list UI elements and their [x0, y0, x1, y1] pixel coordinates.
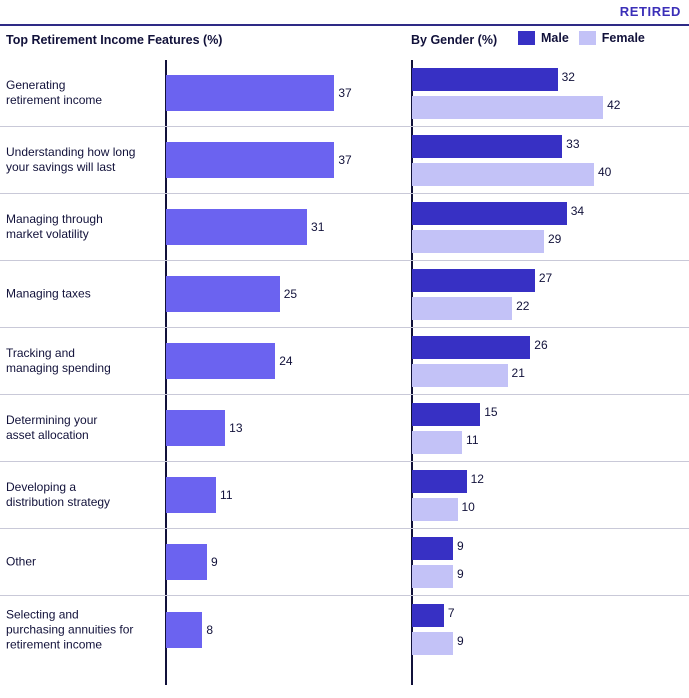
chart-row	[0, 395, 689, 462]
legend-swatch-male	[518, 31, 535, 45]
total-bar	[166, 343, 275, 379]
total-bar-value: 9	[210, 555, 218, 569]
chart-row	[0, 529, 689, 596]
male-bar-value: 26	[534, 338, 548, 352]
total-bar-value: 37	[338, 153, 352, 167]
male-bar	[412, 537, 453, 560]
total-bar-value: 31	[311, 220, 325, 234]
total-bar	[166, 544, 207, 580]
female-bar-value: 10	[461, 500, 475, 514]
header-divider	[0, 24, 689, 26]
chart-row	[0, 462, 689, 529]
female-bar-value: 22	[516, 299, 530, 313]
female-bar-value: 40	[598, 165, 612, 179]
male-bar-value: 33	[566, 137, 580, 151]
male-bar	[412, 604, 444, 627]
legend-label-male: Male	[541, 31, 569, 45]
female-bar	[412, 297, 512, 320]
category-label: Generating retirement income	[6, 78, 103, 107]
chart-row	[0, 127, 689, 194]
male-bar-value: 32	[561, 70, 575, 84]
legend-label-female: Female	[601, 31, 645, 45]
female-bar	[412, 632, 453, 655]
legend-swatch-female	[579, 31, 596, 45]
female-bar-value: 9	[456, 567, 464, 581]
total-bar-value: 37	[338, 86, 352, 100]
female-bar	[412, 431, 462, 454]
category-label: Managing through market volatility	[6, 212, 103, 241]
male-bar	[412, 269, 535, 292]
legend	[518, 31, 645, 45]
category-label: Other	[6, 554, 37, 569]
legend-item-male	[518, 31, 569, 45]
total-bar-value: 13	[229, 421, 243, 435]
category-label: Tracking and managing spending	[6, 346, 111, 375]
male-bar-value: 27	[538, 271, 553, 285]
category-label: Developing a distribution strategy	[6, 480, 111, 509]
male-bar	[412, 470, 467, 493]
male-bar-value: 15	[484, 405, 498, 419]
total-bar-value: 8	[206, 622, 214, 637]
chart-row	[0, 194, 689, 261]
total-bar	[166, 276, 280, 312]
chart-rows	[0, 60, 689, 663]
retired-tag: RETIRED	[619, 4, 681, 19]
legend-item-female	[579, 31, 645, 45]
total-bar	[166, 75, 334, 111]
female-bar	[412, 96, 603, 119]
male-bar-value: 12	[470, 472, 484, 486]
male-bar	[412, 336, 530, 359]
total-bar-value: 24	[279, 354, 293, 368]
female-bar-value: 42	[607, 98, 621, 112]
female-bar-value: 21	[511, 366, 525, 380]
male-bar	[412, 403, 480, 426]
female-bar	[412, 565, 453, 588]
chart-row	[0, 60, 689, 127]
left-chart-title: Top Retirement Income Features (%)	[6, 33, 223, 47]
female-bar-value: 11	[466, 433, 479, 447]
female-bar	[412, 364, 508, 387]
chart-row	[0, 261, 689, 328]
female-bar	[412, 498, 458, 521]
category-label: Managing taxes	[6, 286, 91, 301]
female-bar-value: 9	[456, 634, 464, 648]
female-bar-value: 29	[547, 232, 562, 246]
total-bar-value: 11	[220, 488, 233, 502]
female-bar	[412, 230, 544, 253]
chart-row	[0, 328, 689, 395]
total-bar-value: 25	[283, 287, 298, 301]
female-bar	[412, 163, 594, 186]
category-label: Determining your asset allocation	[6, 413, 98, 442]
male-bar	[412, 135, 562, 158]
right-chart-title: By Gender (%)	[411, 33, 498, 47]
chart-row	[0, 596, 689, 663]
male-bar	[412, 202, 567, 225]
category-label: Understanding how long your savings will last	[6, 145, 136, 174]
category-label: Selecting and purchasing annuities for retirement income	[6, 607, 134, 651]
total-bar	[166, 209, 307, 245]
total-bar	[166, 410, 225, 446]
male-bar	[412, 68, 558, 91]
male-bar-value: 7	[447, 606, 455, 620]
male-bar-value: 34	[570, 204, 585, 218]
male-bar-value: 9	[456, 539, 464, 553]
total-bar	[166, 477, 216, 513]
total-bar	[166, 612, 202, 648]
total-bar	[166, 142, 334, 178]
